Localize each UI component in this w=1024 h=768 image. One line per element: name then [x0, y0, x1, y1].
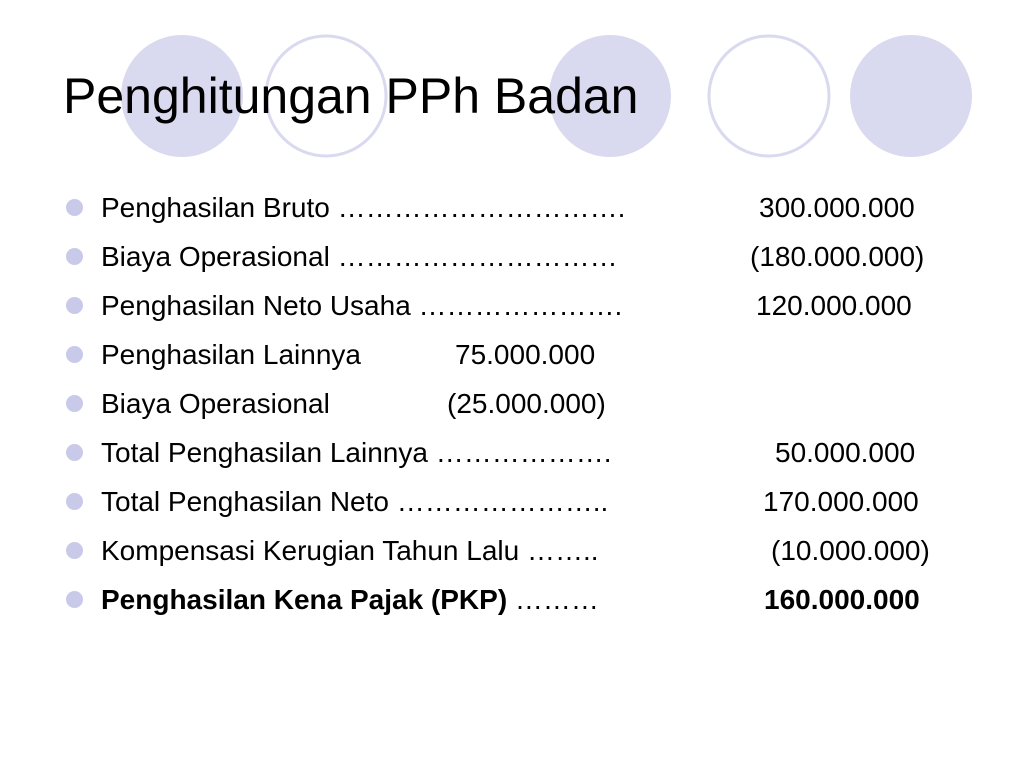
- item-amount: 75.000.000: [455, 339, 596, 370]
- bullet-icon: [66, 493, 83, 510]
- bullet-icon: [66, 591, 83, 608]
- bullet-icon: [66, 542, 83, 559]
- list-item: [63, 526, 1013, 575]
- list-item: [63, 232, 1013, 281]
- filled-circle-3: [850, 35, 972, 157]
- item-label: Total Penghasilan Lainnya ……………….: [101, 437, 612, 468]
- item-label: Biaya Operasional …………………………: [101, 241, 618, 272]
- list-item: [63, 428, 1013, 477]
- bullet-icon: [66, 248, 83, 265]
- bullet-icon: [66, 199, 83, 216]
- item-label-bold: Penghasilan Kena Pajak (PKP): [101, 584, 508, 615]
- list-item: [63, 183, 1013, 232]
- slide-title: Penghitungan PPh Badan: [63, 68, 639, 124]
- item-label: Kompensasi Kerugian Tahun Lalu ……..: [101, 535, 599, 566]
- item-label-dots: ………: [507, 584, 599, 615]
- item-amount: 160.000.000: [764, 584, 920, 615]
- list-item-total: [63, 575, 1013, 624]
- bullet-icon: [66, 297, 83, 314]
- item-label: Total Penghasilan Neto …………………..: [101, 486, 609, 517]
- bullet-icon: [66, 346, 83, 363]
- item-amount: 50.000.000: [775, 437, 916, 468]
- item-amount: (180.000.000): [750, 241, 925, 272]
- item-label: Penghasilan Lainnya: [101, 339, 361, 370]
- item-amount: 170.000.000: [763, 486, 919, 517]
- item-amount: (10.000.000): [771, 535, 930, 566]
- item-label: Biaya Operasional: [101, 388, 330, 419]
- item-label: Penghasilan Bruto ………………………….: [101, 192, 626, 223]
- item-label: [101, 575, 599, 624]
- list-item: [63, 379, 1013, 428]
- bullet-icon: [66, 444, 83, 461]
- item-amount: 300.000.000: [759, 192, 915, 223]
- item-label: Penghasilan Neto Usaha ………………….: [101, 290, 623, 321]
- bullet-icon: [66, 395, 83, 412]
- item-amount: (25.000.000): [447, 388, 606, 419]
- bullet-list: [63, 183, 1013, 624]
- item-amount: 120.000.000: [756, 290, 912, 321]
- list-item: [63, 477, 1013, 526]
- list-item: [63, 281, 1013, 330]
- outline-circle-2: [709, 36, 829, 156]
- list-item: [63, 330, 1013, 379]
